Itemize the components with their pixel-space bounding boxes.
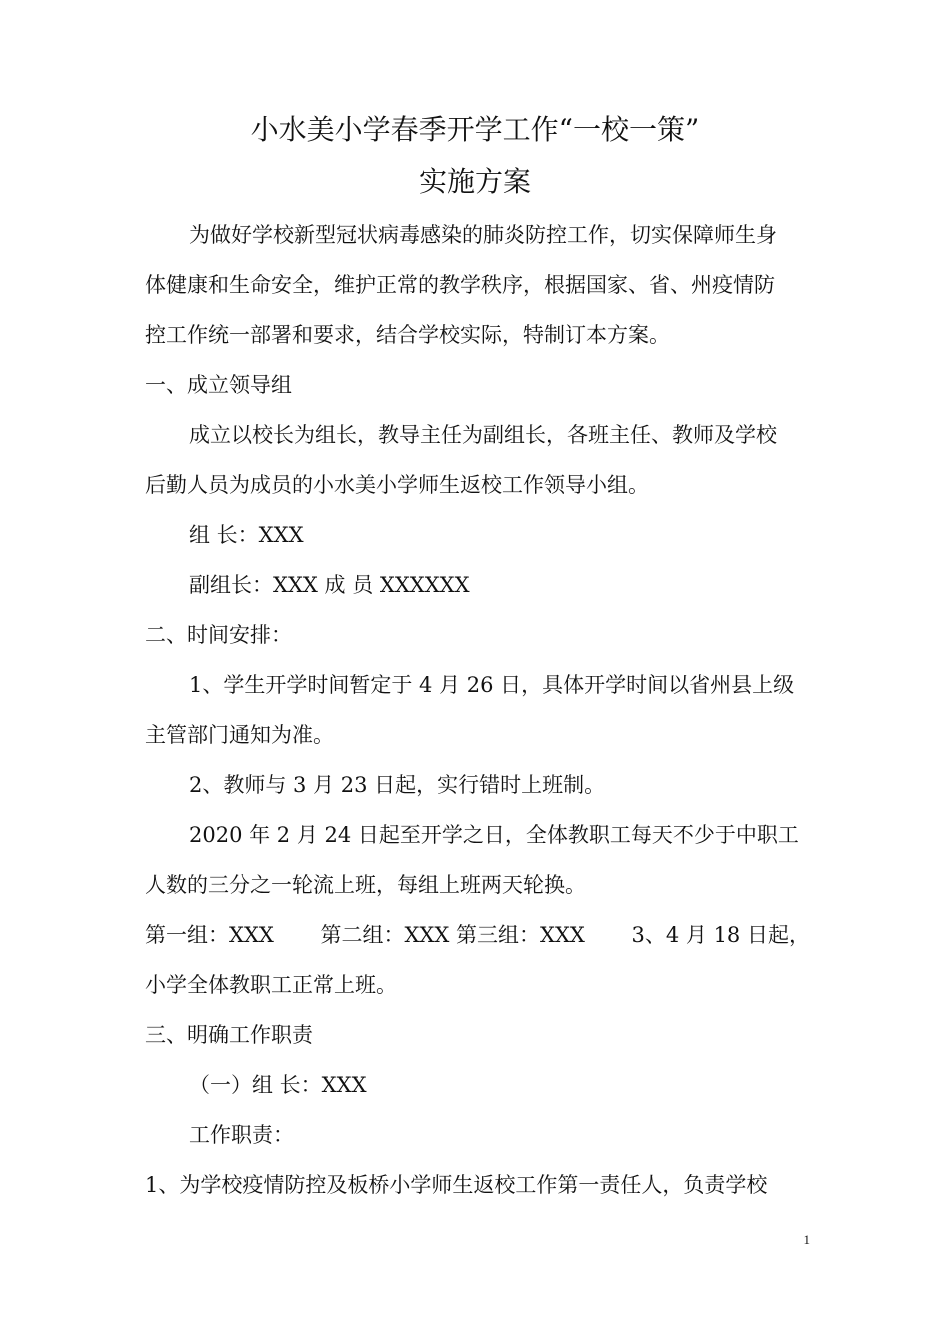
group-two-three: 第二组：XXX 第三组：XXX: [320, 923, 585, 947]
section2-item2: 2、教师与 3 月 23 日起，实行错时上班制。: [189, 773, 606, 797]
section2-groups-line: [145, 919, 810, 951]
item3-start: 3、4 月 18 日起，: [631, 923, 810, 947]
section2-rotation-line-1: 2020 年 2 月 24 日起至开学之日，全体教职工每天不少于中职工: [189, 823, 799, 847]
section2-heading: 二、时间安排：: [145, 623, 292, 647]
section1-body-line-2: 后勤人员为成员的小水美小学师生返校工作领导小组。: [145, 473, 649, 497]
section2-item1-line-2: 主管部门通知为准。: [145, 723, 334, 747]
page-number: 1: [803, 1232, 810, 1247]
intro-line-1: 为做好学校新型冠状病毒感染的肺炎防控工作，切实保障师生身: [189, 223, 777, 247]
section1-body-line-1: 成立以校长为组长，教导主任为副组长，各班主任、教师及学校: [189, 423, 777, 447]
section2-item3-cont: 小学全体教职工正常上班。: [145, 973, 397, 997]
section2-item1-line-1: 1、学生开学时间暂定于 4 月 26 日，具体开学时间以省州县上级: [189, 673, 795, 697]
section3-duty1: 1、为学校疫情防控及板桥小学师生返校工作第一责任人，负责学校: [145, 1173, 768, 1197]
section3-sub1: （一）组 长：XXX: [189, 1073, 367, 1097]
section3-heading: 三、明确工作职责: [145, 1023, 313, 1047]
section2-rotation-line-2: 人数的三分之一轮流上班，每组上班两天轮换。: [145, 873, 586, 897]
document-title: 小水美小学春季开学工作“一校一策”: [250, 113, 700, 146]
section1-heading: 一、成立领导组: [145, 373, 292, 397]
group-one: 第一组：XXX: [145, 923, 274, 947]
document-subtitle: 实施方案: [418, 165, 531, 198]
section1-deputy: 副组长：XXX 成 员 XXXXXX: [189, 573, 470, 597]
intro-line-2: 体健康和生命安全，维护正常的教学秩序，根据国家、省、州疫情防: [145, 273, 775, 297]
section1-leader: 组 长：XXX: [189, 523, 304, 547]
intro-line-3: 控工作统一部署和要求，结合学校实际，特制订本方案。: [145, 323, 670, 347]
section3-duty-label: 工作职责：: [189, 1123, 294, 1147]
